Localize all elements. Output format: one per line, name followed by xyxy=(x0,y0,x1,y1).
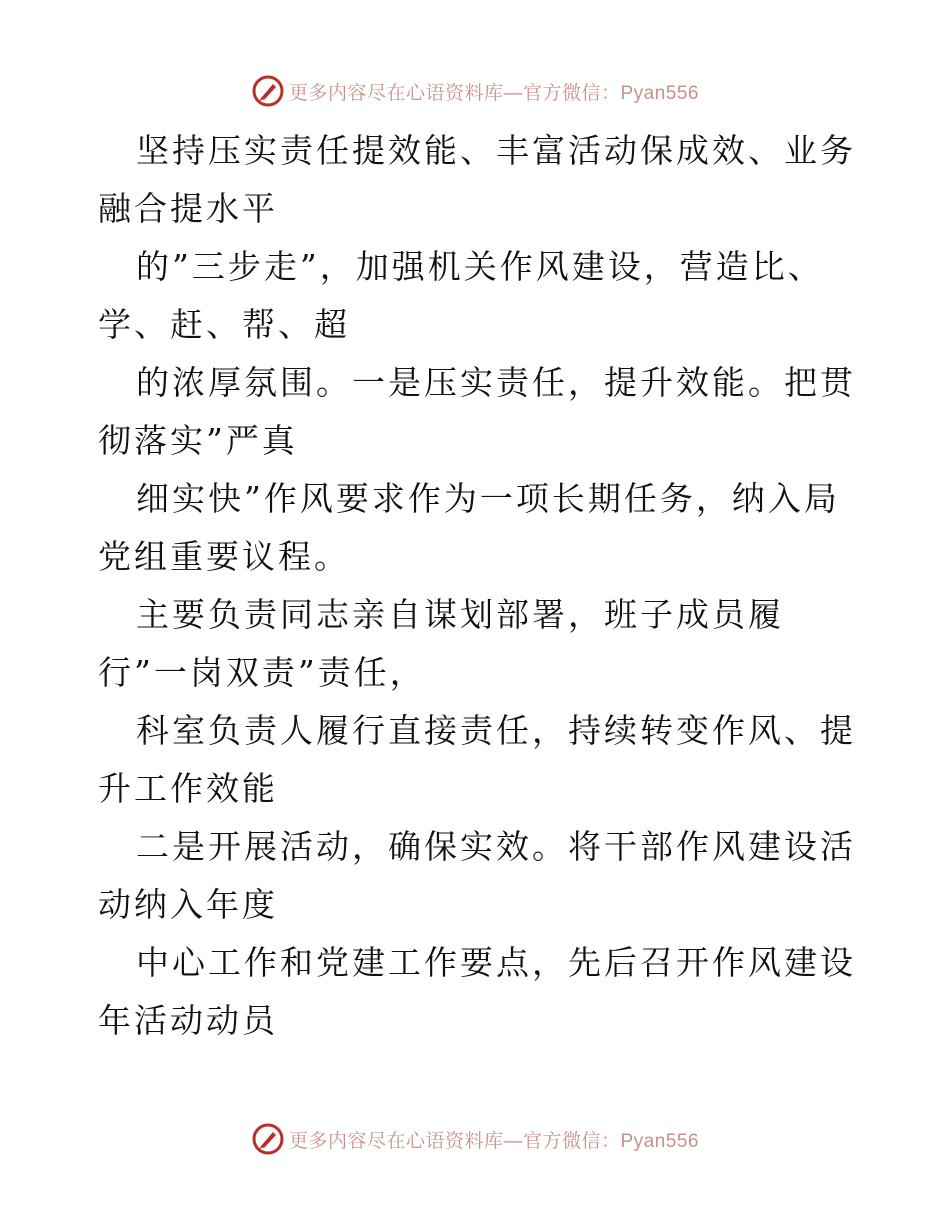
pen-nib-logo-icon xyxy=(251,1122,285,1156)
footer-watermark-banner xyxy=(0,1119,950,1159)
body-paragraph: 的浓厚氛围。一是压实责任，提升效能。把贯彻落实”严真 xyxy=(98,363,856,460)
body-paragraph: 细实快”作风要求作为一项长期任务，纳入局党组重要议程。 xyxy=(98,479,840,576)
body-paragraph: 的”三步走”，加强机关作风建设，营造比、学、赶、帮、超 xyxy=(98,247,824,344)
pen-nib-logo-icon xyxy=(251,74,285,108)
body-paragraph: 二是开展活动，确保实效。将干部作风建设活动纳入年度 xyxy=(98,827,856,924)
footer-watermark-text: 更多内容尽在心语资料库—官方微信：Pyan556 xyxy=(288,1130,699,1152)
document-body xyxy=(98,122,858,1050)
header-watermark-banner xyxy=(0,71,950,111)
header-watermark-text: 更多内容尽在心语资料库—官方微信：Pyan556 xyxy=(288,82,699,104)
body-paragraph: 坚持压实责任提效能、丰富活动保成效、业务融合提水平 xyxy=(98,131,856,228)
body-paragraph: 中心工作和党建工作要点，先后召开作风建设年活动动员 xyxy=(98,943,856,1040)
body-paragraph: 科室负责人履行直接责任，持续转变作风、提升工作效能 xyxy=(98,711,856,808)
body-paragraph: 主要负责同志亲自谋划部署，班子成员履行”一岗双责”责任， xyxy=(98,595,784,692)
